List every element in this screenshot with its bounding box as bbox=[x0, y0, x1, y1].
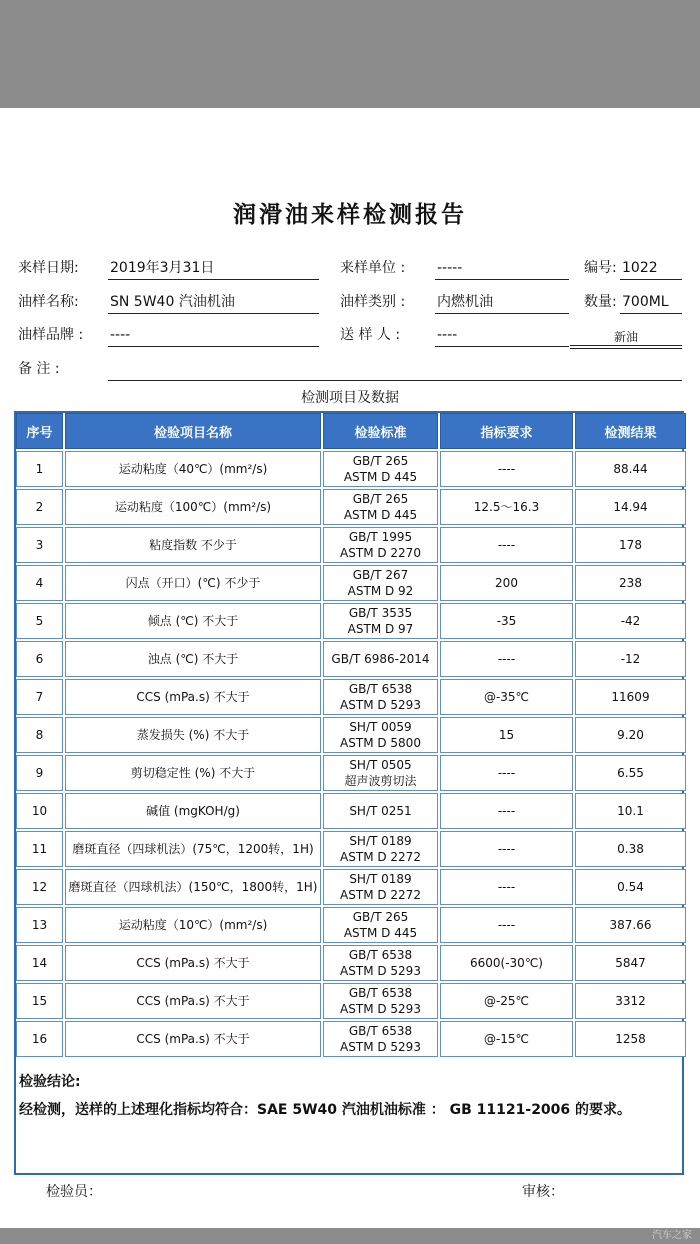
cell-result: 387.66 bbox=[575, 907, 686, 943]
cell-standard bbox=[323, 793, 438, 829]
col-header-item: 检验项目名称 bbox=[65, 413, 321, 449]
cell-standard-line2: ASTM D 2272 bbox=[340, 888, 421, 902]
conclusion-block bbox=[19, 1072, 679, 1120]
cell-standard bbox=[323, 527, 438, 563]
reviewer-label: 审核： bbox=[522, 1184, 564, 1200]
cell-item: 倾点 (℃) 不大于 bbox=[65, 603, 321, 639]
cell-requirement: 200 bbox=[440, 565, 573, 601]
cell-no: 16 bbox=[16, 1021, 63, 1057]
cell-standard bbox=[323, 1021, 438, 1057]
top-gray-bar bbox=[0, 0, 700, 108]
report-title: 润滑油来样检测报告 bbox=[233, 201, 467, 228]
cell-result: 1258 bbox=[575, 1021, 686, 1057]
sample-unit-label: 来样单位 : bbox=[340, 260, 406, 276]
cell-result: 0.54 bbox=[575, 869, 686, 905]
cell-no: 14 bbox=[16, 945, 63, 981]
cell-result: 5847 bbox=[575, 945, 686, 981]
cell-result: -42 bbox=[575, 603, 686, 639]
sample-brand-label: 油样品牌 : bbox=[18, 327, 84, 343]
cell-standard-line1: SH/T 0251 bbox=[349, 804, 412, 818]
cell-standard-line1: GB/T 1995 bbox=[348, 530, 413, 544]
cell-standard-line1: SH/T 0505 bbox=[349, 758, 412, 772]
cell-no: 1 bbox=[16, 451, 63, 487]
cell-standard-line1: GB/T 6538 bbox=[348, 1024, 413, 1038]
cell-standard bbox=[323, 755, 438, 791]
report-number-underline bbox=[620, 279, 682, 280]
cell-requirement: 6600(-30℃) bbox=[440, 945, 573, 981]
cell-requirement: ---- bbox=[440, 527, 573, 563]
cell-no: 13 bbox=[16, 907, 63, 943]
cell-standard bbox=[323, 641, 438, 677]
cell-standard-line2: 超声波剪切法 bbox=[344, 774, 417, 788]
cell-result: 9.20 bbox=[575, 717, 686, 753]
cell-standard bbox=[323, 869, 438, 905]
section-title: 检测项目及数据 bbox=[301, 390, 399, 406]
cell-standard-line1: SH/T 0189 bbox=[349, 872, 412, 886]
sample-category-underline bbox=[435, 313, 569, 314]
quantity-label: 数量: bbox=[584, 294, 617, 310]
cell-requirement: ---- bbox=[440, 755, 573, 791]
conclusion-text: 经检测，送样的上述理化指标均符合：SAE 5W40 汽油机油标准 ： GB 11121-2006 的要求。 bbox=[19, 1102, 632, 1118]
cell-requirement: @-35℃ bbox=[440, 679, 573, 715]
cell-standard-line1: GB/T 6538 bbox=[348, 948, 413, 962]
cell-standard bbox=[323, 451, 438, 487]
cell-item: 磨斑直径（四球机法）(75℃，1200转，1H) bbox=[65, 831, 321, 867]
test-data-table bbox=[14, 411, 688, 1059]
cell-standard-line2: ASTM D 445 bbox=[343, 470, 418, 484]
cell-standard-line1: GB/T 265 bbox=[352, 910, 409, 924]
sample-unit-value: ----- bbox=[437, 260, 463, 276]
table-row bbox=[16, 451, 686, 487]
cell-requirement: ---- bbox=[440, 793, 573, 829]
cell-item: 磨斑直径（四球机法）(150℃，1800转，1H) bbox=[65, 869, 321, 905]
cell-standard-line2: ASTM D 97 bbox=[347, 622, 414, 636]
cell-item: 蒸发损失 (%) 不大于 bbox=[65, 717, 321, 753]
cell-standard bbox=[323, 831, 438, 867]
table-row bbox=[16, 717, 686, 753]
sample-name-label: 油样名称: bbox=[18, 294, 79, 310]
cell-item: CCS (mPa.s) 不大于 bbox=[65, 679, 321, 715]
cell-no: 11 bbox=[16, 831, 63, 867]
table-row bbox=[16, 831, 686, 867]
cell-result: 238 bbox=[575, 565, 686, 601]
cell-standard-line2: ASTM D 5800 bbox=[340, 736, 421, 750]
cell-no: 8 bbox=[16, 717, 63, 753]
table-row bbox=[16, 907, 686, 943]
cell-item: 运动粘度（100℃）(mm²/s) bbox=[65, 489, 321, 525]
cell-requirement: ---- bbox=[440, 869, 573, 905]
cell-standard-line1: GB/T 265 bbox=[352, 492, 409, 506]
cell-standard bbox=[323, 565, 438, 601]
sample-unit-underline bbox=[435, 279, 569, 280]
oil-status-value: 新油 bbox=[614, 330, 639, 344]
cell-result: -12 bbox=[575, 641, 686, 677]
cell-no: 5 bbox=[16, 603, 63, 639]
cell-item: 碱值 (mgKOH/g) bbox=[65, 793, 321, 829]
cell-requirement: ---- bbox=[440, 641, 573, 677]
sample-brand-value: ---- bbox=[110, 327, 131, 343]
cell-standard-line1: GB/T 267 bbox=[352, 568, 409, 582]
cell-standard bbox=[323, 983, 438, 1019]
cell-item: 粘度指数 不少于 bbox=[65, 527, 321, 563]
col-header-requirement: 指标要求 bbox=[440, 413, 573, 449]
cell-requirement: ---- bbox=[440, 907, 573, 943]
remark-underline bbox=[108, 380, 682, 381]
cell-standard-line1: GB/T 3535 bbox=[348, 606, 413, 620]
quantity-underline bbox=[620, 313, 682, 314]
cell-item: 浊点 (℃) 不大于 bbox=[65, 641, 321, 677]
sample-category-value: 内燃机油 bbox=[437, 294, 493, 310]
cell-no: 2 bbox=[16, 489, 63, 525]
cell-requirement: -35 bbox=[440, 603, 573, 639]
bottom-gray-bar bbox=[0, 1228, 700, 1244]
report-number-label: 编号: bbox=[584, 260, 617, 276]
cell-requirement: @-15℃ bbox=[440, 1021, 573, 1057]
table-row bbox=[16, 527, 686, 563]
cell-standard-line2: ASTM D 5293 bbox=[340, 1002, 421, 1016]
cell-standard-line2: ASTM D 5293 bbox=[340, 1040, 421, 1054]
oil-status-double-underline bbox=[570, 345, 682, 349]
cell-standard-line2: ASTM D 5293 bbox=[340, 964, 421, 978]
cell-standard-line2: ASTM D 92 bbox=[347, 584, 414, 598]
cell-item: 剪切稳定性 (%) 不大于 bbox=[65, 755, 321, 791]
cell-standard bbox=[323, 945, 438, 981]
cell-item: CCS (mPa.s) 不大于 bbox=[65, 945, 321, 981]
sample-date-underline bbox=[108, 279, 319, 280]
table-row bbox=[16, 603, 686, 639]
cell-item: 运动粘度（40℃）(mm²/s) bbox=[65, 451, 321, 487]
cell-no: 15 bbox=[16, 983, 63, 1019]
cell-item: 闪点（开口）(℃) 不少于 bbox=[65, 565, 321, 601]
cell-result: 6.55 bbox=[575, 755, 686, 791]
cell-result: 14.94 bbox=[575, 489, 686, 525]
cell-result: 88.44 bbox=[575, 451, 686, 487]
cell-result: 10.1 bbox=[575, 793, 686, 829]
table-row bbox=[16, 1021, 686, 1057]
cell-requirement: ---- bbox=[440, 831, 573, 867]
cell-item: CCS (mPa.s) 不大于 bbox=[65, 1021, 321, 1057]
table-row bbox=[16, 793, 686, 829]
cell-standard-line2: ASTM D 445 bbox=[343, 926, 418, 940]
col-header-standard: 检验标准 bbox=[323, 413, 438, 449]
cell-result: 178 bbox=[575, 527, 686, 563]
table-header-row bbox=[16, 413, 686, 449]
conclusion-label: 检验结论: bbox=[19, 1074, 81, 1090]
sample-name-value: SN 5W40 汽油机油 bbox=[110, 294, 235, 310]
sample-date-label: 来样日期: bbox=[18, 260, 79, 276]
cell-requirement: 12.5～16.3 bbox=[440, 489, 573, 525]
table-row bbox=[16, 641, 686, 677]
cell-requirement: 15 bbox=[440, 717, 573, 753]
cell-standard-line1: GB/T 6986-2014 bbox=[331, 652, 430, 666]
cell-standard bbox=[323, 679, 438, 715]
table-row bbox=[16, 565, 686, 601]
table-row bbox=[16, 983, 686, 1019]
report-number-value: 1022 bbox=[622, 260, 658, 276]
remark-label: 备 注 : bbox=[18, 361, 60, 377]
cell-result: 3312 bbox=[575, 983, 686, 1019]
cell-standard-line1: SH/T 0059 bbox=[349, 720, 412, 734]
table-row bbox=[16, 945, 686, 981]
sample-name-underline bbox=[108, 313, 319, 314]
quantity-value: 700ML bbox=[622, 294, 669, 310]
watermark-text: 汽车之家 bbox=[652, 1230, 692, 1241]
cell-item: 运动粘度（10℃）(mm²/s) bbox=[65, 907, 321, 943]
table-row bbox=[16, 869, 686, 905]
cell-standard-line2: ASTM D 5293 bbox=[340, 698, 421, 712]
cell-standard bbox=[323, 603, 438, 639]
cell-standard-line2: ASTM D 2270 bbox=[340, 546, 421, 560]
sample-brand-underline bbox=[108, 346, 319, 347]
col-header-result: 检测结果 bbox=[575, 413, 686, 449]
cell-no: 4 bbox=[16, 565, 63, 601]
sample-date-value: 2019年3月31日 bbox=[110, 260, 215, 276]
cell-no: 12 bbox=[16, 869, 63, 905]
cell-standard bbox=[323, 717, 438, 753]
sender-underline bbox=[435, 346, 569, 347]
cell-item: CCS (mPa.s) 不大于 bbox=[65, 983, 321, 1019]
cell-no: 3 bbox=[16, 527, 63, 563]
cell-standard-line2: ASTM D 2272 bbox=[340, 850, 421, 864]
cell-standard-line1: GB/T 6538 bbox=[348, 986, 413, 1000]
sender-label: 送 样 人 : bbox=[340, 327, 401, 343]
cell-standard-line2: ASTM D 445 bbox=[343, 508, 418, 522]
sample-category-label: 油样类别 : bbox=[340, 294, 406, 310]
table-row bbox=[16, 489, 686, 525]
cell-standard-line1: GB/T 265 bbox=[352, 454, 409, 468]
cell-standard bbox=[323, 907, 438, 943]
table-row bbox=[16, 679, 686, 715]
table-row bbox=[16, 755, 686, 791]
cell-result: 0.38 bbox=[575, 831, 686, 867]
cell-standard-line1: GB/T 6538 bbox=[348, 682, 413, 696]
inspector-label: 检验员： bbox=[46, 1184, 102, 1200]
cell-no: 7 bbox=[16, 679, 63, 715]
cell-result: 11609 bbox=[575, 679, 686, 715]
cell-requirement: @-25℃ bbox=[440, 983, 573, 1019]
cell-no: 10 bbox=[16, 793, 63, 829]
cell-no: 9 bbox=[16, 755, 63, 791]
cell-requirement: ---- bbox=[440, 451, 573, 487]
cell-standard bbox=[323, 489, 438, 525]
cell-standard-line1: SH/T 0189 bbox=[349, 834, 412, 848]
sender-value: ---- bbox=[437, 327, 458, 343]
col-header-no: 序号 bbox=[16, 413, 63, 449]
cell-no: 6 bbox=[16, 641, 63, 677]
